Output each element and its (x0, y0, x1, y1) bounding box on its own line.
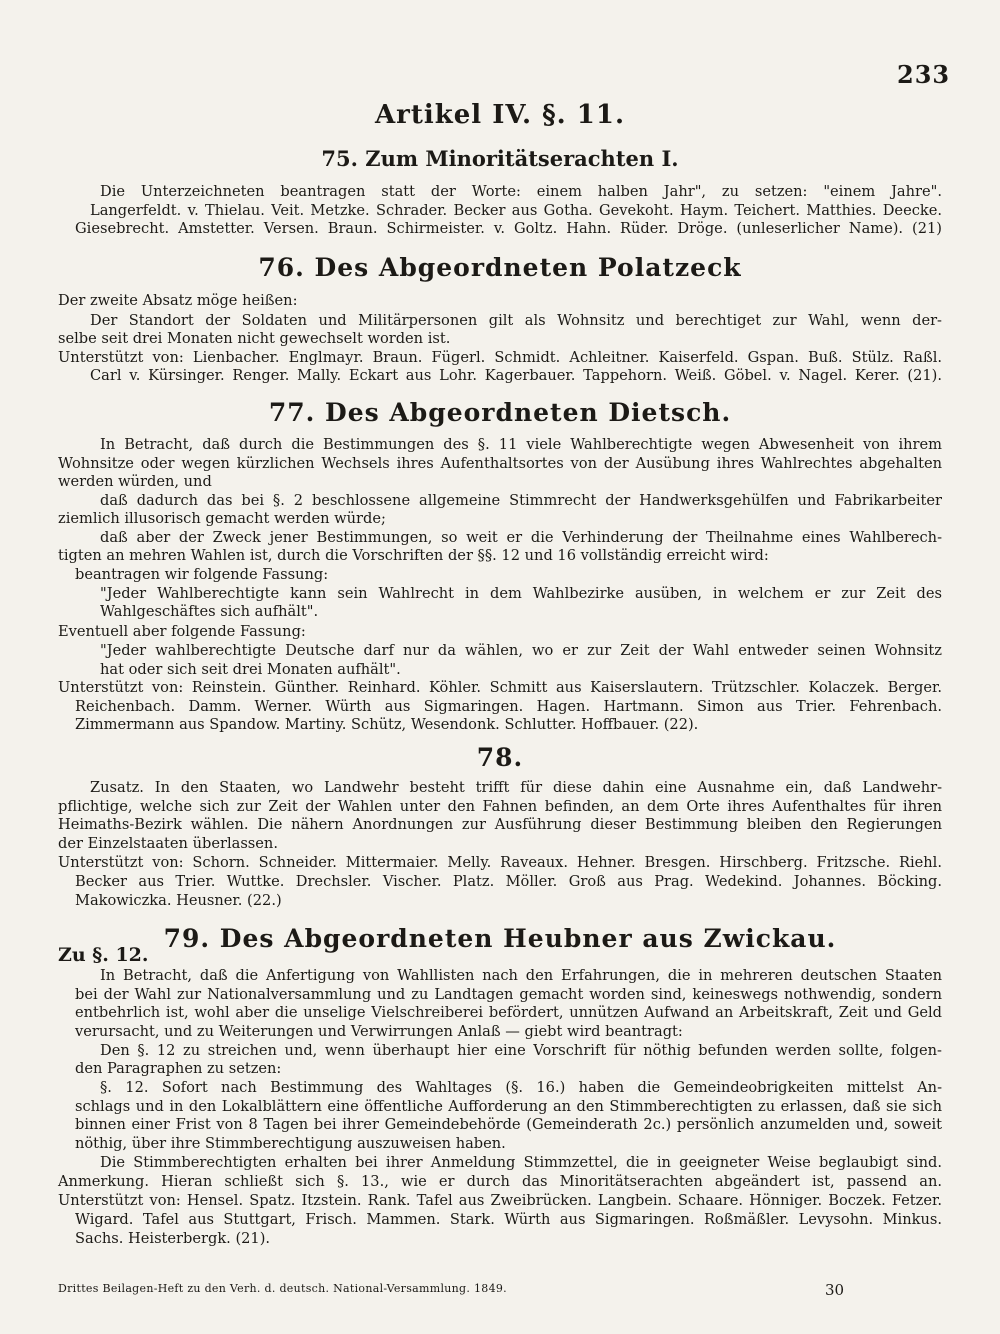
text-line: In Betracht, daß durch die Bestimmungen des §. 11 viele Wahlberechtigte wegen Abwesenheit von ihrem (100, 436, 942, 453)
text-line: daß dadurch das bei §. 2 beschlossene allgemeine Stimmrecht der Handwerksgehülfen und Fabrikarbeiter (100, 492, 942, 509)
text-line: den Paragraphen zu setzen: (75, 1060, 282, 1077)
text-line: §. 12. Sofort nach Bestimmung des Wahltages (§. 16.) haben die Gemeindeobrigkeiten mittelst An- (100, 1079, 942, 1096)
section-heading: 79. Des Abgeordneten Heubner aus Zwickau. (163, 924, 837, 953)
subsection-heading: Zu §. 12. (58, 944, 149, 966)
supporters-line: Unterstützt von: Reinstein. Günther. Reinhard. Köhler. Schmitt aus Kaiserslautern. Trützschler. Kolaczek. Berger. (58, 679, 942, 696)
text-line: In Betracht, daß die Anfertigung von Wahllisten nach den Erfahrungen, die in mehreren deutschen Staaten (100, 967, 942, 984)
section-heading: 78. (476, 743, 524, 772)
supporters-line: Carl v. Kürsinger. Renger. Mally. Eckart aus Lohr. Kagerbauer. Tappehorn. Weiß. Göbel. v. Nagel. Kerer. (21). (90, 367, 942, 384)
signatories-line: Langerfeldt. v. Thielau. Veit. Metzke. Schrader. Becker aus Gotha. Gevekoht. Haym. Teichert. Matthies. Deecke. (90, 202, 942, 219)
text-line: bei der Wahl zur Nationalversammlung und zu Landtagen gemacht worden sind, keineswegs nothwendig, sondern (75, 986, 942, 1003)
quote-line: hat oder sich seit drei Monaten aufhält". (100, 661, 401, 678)
quote-line: "Jeder Wahlberechtigte kann sein Wahlrecht in dem Wahlbezirke ausüben, in welchem er zur Zeit des (100, 585, 942, 602)
text-line: schlags und in den Lokalblättern eine öffentliche Aufforderung an den Stimmberechtigten zu erlassen, daß sie sich (75, 1098, 942, 1115)
section-heading: 76. Des Abgeordneten Polatzeck (258, 253, 742, 282)
supporters-line: Sachs. Heisterbergk. (21). (75, 1230, 271, 1247)
text-line: ziemlich illusorisch gemacht werden würde; (58, 510, 386, 527)
text-line: binnen einer Frist von 8 Tagen bei ihrer Gemeindebehörde (Gemeinderath 2c.) persönlich anzumelden und, soweit (75, 1116, 942, 1133)
text-line: selbe seit drei Monaten nicht gewechselt worden ist. (58, 330, 451, 347)
text-line: Wohnsitze oder wegen kürzlichen Wechsels ihres Aufenthaltsortes von der Ausübung ihres Wahlrechtes abgehalten (58, 455, 942, 472)
text-line: pflichtige, welche sich zur Zeit der Wahlen unter den Fahnen befinden, an dem Orte ihres Aufenthaltes für ihren (58, 798, 942, 815)
article-heading: Artikel IV. §. 11. (374, 100, 626, 130)
supporters-line: Unterstützt von: Lienbacher. Englmayr. Braun. Fügerl. Schmidt. Achleitner. Kaiserfeld. Gspan. Buß. Stülz. Raßl. (58, 349, 942, 366)
text-line: beantragen wir folgende Fassung: (75, 566, 329, 583)
supporters-line: Makowiczka. Heusner. (22.) (75, 892, 282, 909)
footer-imprint: Drittes Beilagen-Heft zu den Verh. d. deutsch. National-Versammlung. 1849. (58, 1282, 507, 1295)
supporters-line: Unterstützt von: Hensel. Spatz. Itzstein. Rank. Tafel aus Zweibrücken. Langbein. Schaare. Hönniger. Boczek. Fetzer. (58, 1192, 942, 1209)
quote-line: "Jeder wahlberechtigte Deutsche darf nur da wählen, wo er zur Zeit der Wahl entweder seinen Wohnsitz (100, 642, 942, 659)
text-line: Heimaths-Bezirk wählen. Die nähern Anordnungen zur Ausführung dieser Bestimmung bleiben den Regierungen (58, 816, 942, 833)
text-line: tigten an mehren Wahlen ist, durch die Vorschriften der §§. 12 und 16 vollständig erreicht wird: (58, 547, 769, 564)
text-line: daß aber der Zweck jener Bestimmungen, so weit er die Verhinderung der Theilnahme eines Wahlberech- (100, 529, 942, 546)
signatories-line: Giesebrecht. Amstetter. Versen. Braun. Schirmeister. v. Goltz. Hahn. Rüder. Dröge. (unleserlicher Name). (21) (75, 220, 942, 237)
text-line: Zusatz. In den Staaten, wo Landwehr besteht trifft für diese dahin eine Ausnahme ein, daß Landwehr- (90, 779, 942, 796)
supporters-line: Reichenbach. Damm. Werner. Würth aus Sigmaringen. Hagen. Hartmann. Simon aus Trier. Fehrenbach. (75, 698, 942, 715)
supporters-line: Becker aus Trier. Wuttke. Drechsler. Vischer. Platz. Möller. Groß aus Prag. Wedekind. Johannes. Böcking. (75, 873, 942, 890)
text-line: entbehrlich ist, wohl aber die unselige Vielschreiberei befördert, unnützen Aufwand an Arbeitskraft, Zeit und Geld (75, 1004, 942, 1021)
text-line: Der Standort der Soldaten und Militärpersonen gilt als Wohnsitz und berechtiget zur Wahl, wenn der- (90, 312, 942, 329)
text-line: Den §. 12 zu streichen und, wenn überhaupt hier eine Vorschrift für nöthig befunden werden sollte, folgen- (100, 1042, 942, 1059)
text-line: verursacht, und zu Weiterungen und Verwirrungen Anlaß — giebt wird beantragt: (75, 1023, 683, 1040)
text-line: der Einzelstaaten überlassen. (58, 835, 278, 852)
supporters-line: Unterstützt von: Schorn. Schneider. Mittermaier. Melly. Raveaux. Hehner. Bresgen. Hirschberg. Fritzsche. Riehl. (58, 854, 942, 871)
text-line: werden würden, und (58, 473, 212, 490)
text-line: nöthig, über ihre Stimmberechtigung auszuweisen haben. (75, 1135, 506, 1152)
text-line: Die Unterzeichneten beantragen statt der Worte: einem halben Jahr", zu setzen: "einem Jahre". (100, 183, 942, 200)
quote-line: Wahlgeschäftes sich aufhält". (100, 603, 319, 620)
text-line: Die Stimmberechtigten erhalten bei ihrer Anmeldung Stimmzettel, die in geeigneter Weise beglaubigt sind. (100, 1154, 942, 1171)
text-line: Der zweite Absatz möge heißen: (58, 292, 298, 309)
text-line: Eventuell aber folgende Fassung: (58, 623, 306, 640)
supporters-line: Wigard. Tafel aus Stuttgart, Frisch. Mammen. Stark. Würth aus Sigmaringen. Roßmäßler. Levysohn. Minkus. (75, 1211, 942, 1228)
supporters-line: Zimmermann aus Spandow. Martiny. Schütz, Wesendonk. Schlutter. Hoffbauer. (22). (75, 716, 699, 733)
section-heading: 75. Zum Minoritätserachten I. (321, 146, 679, 171)
page-number: 233 (897, 60, 951, 89)
note-line: Anmerkung. Hieran schließt sich §. 13., wie er durch das Minoritätserachten abgeändert ist, passend an. (58, 1173, 942, 1190)
signature-mark: 30 (825, 1281, 845, 1299)
section-heading: 77. Des Abgeordneten Dietsch. (268, 398, 732, 427)
